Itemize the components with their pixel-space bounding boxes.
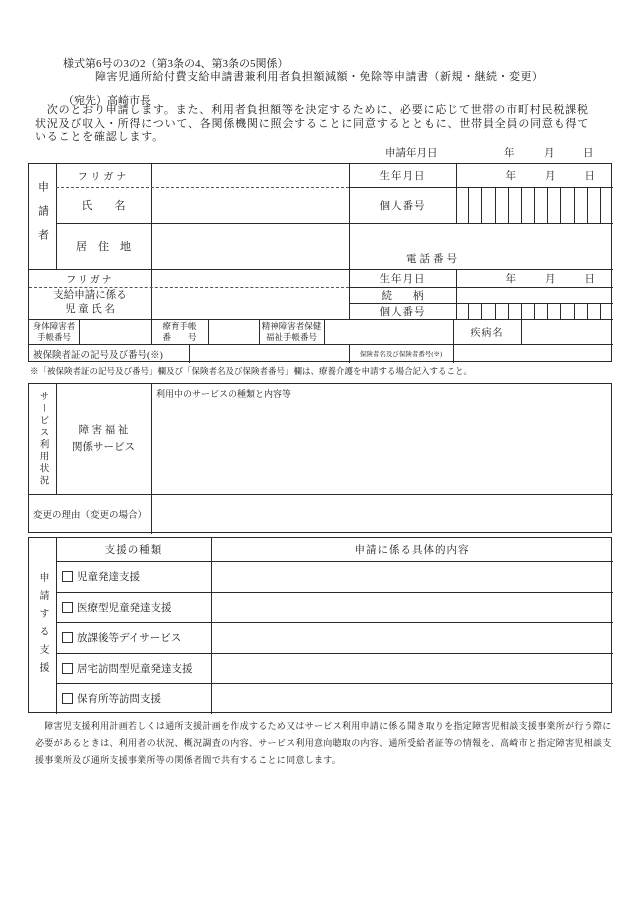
service-status-table bbox=[28, 383, 612, 533]
application-date-day-label: 日 bbox=[583, 148, 594, 159]
support-item-row bbox=[56, 561, 211, 592]
applicant-child-table bbox=[28, 163, 612, 362]
support-group-label: 申請する支援 bbox=[37, 572, 48, 680]
applicant-birthdate-label: 生年月日 bbox=[379, 171, 426, 182]
child-birthdate-field[interactable] bbox=[456, 269, 613, 287]
support-detail-field-2[interactable] bbox=[211, 592, 613, 622]
applicant-address-field[interactable] bbox=[151, 223, 349, 269]
applicant-group-label: 申請者 bbox=[36, 180, 49, 253]
insurer-name-number-field[interactable] bbox=[453, 344, 613, 363]
consent-line-3: 援事業所及び通所支援事業所等の関係者間で共有することに同意します。 bbox=[35, 755, 342, 765]
child-furigana-field[interactable] bbox=[151, 269, 349, 287]
phone-number-field[interactable] bbox=[349, 223, 613, 269]
physical-handbook-label: 身体障害者 手帳番号 bbox=[32, 320, 76, 342]
support-item-row bbox=[56, 683, 211, 714]
month-label: 月 bbox=[545, 171, 556, 182]
application-date-label: 申請年月日 bbox=[385, 148, 438, 159]
change-reason-field[interactable] bbox=[151, 494, 613, 534]
consent-paragraph bbox=[35, 718, 612, 769]
service-category-label: 障 害 福 祉 関係サービス bbox=[72, 425, 135, 453]
month-label: 月 bbox=[545, 273, 556, 285]
support-item-label: 児童発達支援 bbox=[77, 572, 140, 583]
applicant-personal-number-label: 個人番号 bbox=[379, 200, 426, 212]
applicant-name-field[interactable] bbox=[151, 187, 349, 223]
year-label: 年 bbox=[505, 273, 516, 285]
support-item-label: 保育所等訪問支援 bbox=[77, 694, 161, 705]
disease-name-label: 疾病名 bbox=[470, 328, 504, 339]
intro-paragraph bbox=[35, 104, 610, 145]
checkbox-hoikusho-homon[interactable] bbox=[62, 693, 73, 704]
service-usage-content-field[interactable] bbox=[151, 384, 613, 494]
child-personal-number-boxes[interactable] bbox=[456, 303, 613, 319]
support-item-row bbox=[56, 622, 211, 653]
intro-line-3: いることを確認します。 bbox=[35, 131, 164, 143]
child-furigana-label: フリガナ bbox=[66, 274, 114, 286]
applicant-name-label: 氏 名 bbox=[81, 200, 126, 212]
page-title: 障害児通所給付費支給申請書兼利用者負担額減額・免除等申請書（新規・継続・変更） bbox=[95, 71, 544, 83]
applicant-birthdate-field[interactable] bbox=[456, 164, 613, 187]
applicant-personal-number-boxes[interactable] bbox=[456, 187, 613, 223]
form-number: 様式第6号の3の2（第3条の4、第3条の5関係） bbox=[63, 58, 289, 70]
physical-handbook-number-field[interactable] bbox=[79, 319, 151, 344]
child-birthdate-label: 生年月日 bbox=[379, 273, 426, 285]
applicant-address-label: 居 住 地 bbox=[76, 241, 131, 253]
support-item-label: 放課後等デイサービス bbox=[77, 633, 182, 644]
support-detail-field-1[interactable] bbox=[211, 561, 613, 592]
child-name-label: 支給申請に係る 児 童 氏 名 bbox=[53, 290, 127, 315]
intro-line-2: 状況及び収入・所得について、各関係機関に照会することに同意するとともに、世帯員全員の同意も得て bbox=[35, 117, 590, 130]
support-detail-field-3[interactable] bbox=[211, 622, 613, 653]
application-date-year-label: 年 bbox=[504, 148, 515, 159]
checkbox-iryogata-jidou-hattatsu[interactable] bbox=[62, 602, 73, 613]
day-label: 日 bbox=[584, 171, 595, 182]
child-relation-field[interactable] bbox=[456, 287, 613, 303]
phone-number-label: 電話番号 bbox=[406, 254, 460, 265]
requested-support-table bbox=[28, 537, 612, 713]
consent-line-2: 必要があるときは、利用者の状況、概況調査の内容、サービス利用意向聴取の内容、通所受給者証等の情報を、高崎市と指定障害児相談支 bbox=[35, 738, 612, 748]
child-relation-label: 続 柄 bbox=[381, 290, 424, 302]
service-usage-header: 利用中のサービスの種類と内容等 bbox=[156, 389, 292, 399]
service-status-group-label: サービス利用状況 bbox=[37, 391, 48, 487]
checkbox-hokago-day-service[interactable] bbox=[62, 632, 73, 643]
checkbox-kyotaku-homon[interactable] bbox=[62, 663, 73, 674]
child-name-field[interactable] bbox=[151, 287, 349, 319]
support-detail-field-4[interactable] bbox=[211, 653, 613, 683]
insurer-label: 保険者名及び保険者番号(※) bbox=[359, 351, 443, 358]
support-item-label: 居宅訪問型児童発達支援 bbox=[77, 663, 193, 675]
child-personal-number-label: 個人番号 bbox=[379, 306, 426, 318]
support-item-label: 医療型児童発達支援 bbox=[77, 602, 172, 614]
checkbox-jidou-hattatsu[interactable] bbox=[62, 571, 73, 582]
insurance-note: ※「被保険者証の記号及び番号」欄及び「保険者名及び保険者番号」欄は、療養介護を申請する場合記入すること。 bbox=[30, 366, 473, 376]
ryoiku-handbook-label: 療育手帳 番 号 bbox=[162, 320, 197, 342]
insured-card-number-field[interactable] bbox=[189, 344, 349, 363]
disease-name-field[interactable] bbox=[521, 319, 613, 344]
support-item-row bbox=[56, 592, 211, 622]
support-item-row bbox=[56, 653, 211, 683]
day-label: 日 bbox=[584, 273, 595, 285]
intro-line-1: 次のとおり申請します。また、利用者負担額等を決定するために、必要に応じて世帯の市町村民税課税 bbox=[35, 104, 589, 116]
mental-handbook-label: 精神障害者保健 福祉手帳番号 bbox=[261, 320, 322, 342]
mental-handbook-number-field[interactable] bbox=[324, 319, 453, 344]
ryoiku-handbook-number-field[interactable] bbox=[208, 319, 259, 344]
application-date-month-label: 月 bbox=[544, 148, 555, 159]
consent-line-1: 障害児支援利用計画若しくは通所支援計画を作成するため又はサービス利用申請に係る聞き取りを指定障害児相談支援事業所が行う際に bbox=[35, 721, 612, 731]
support-type-header: 支援の種類 bbox=[104, 545, 163, 556]
applicant-furigana-field[interactable] bbox=[151, 164, 349, 187]
insured-card-label: 被保険者証の記号及び番号(※) bbox=[33, 350, 163, 361]
addressee: （宛先）高崎市長 bbox=[63, 95, 151, 107]
change-reason-label: 変更の理由（変更の場合） bbox=[32, 511, 147, 521]
applicant-furigana-label: フリガナ bbox=[77, 172, 130, 183]
year-label: 年 bbox=[505, 171, 516, 182]
support-detail-header: 申請に係る具体的内容 bbox=[354, 545, 470, 556]
support-detail-field-5[interactable] bbox=[211, 683, 613, 714]
